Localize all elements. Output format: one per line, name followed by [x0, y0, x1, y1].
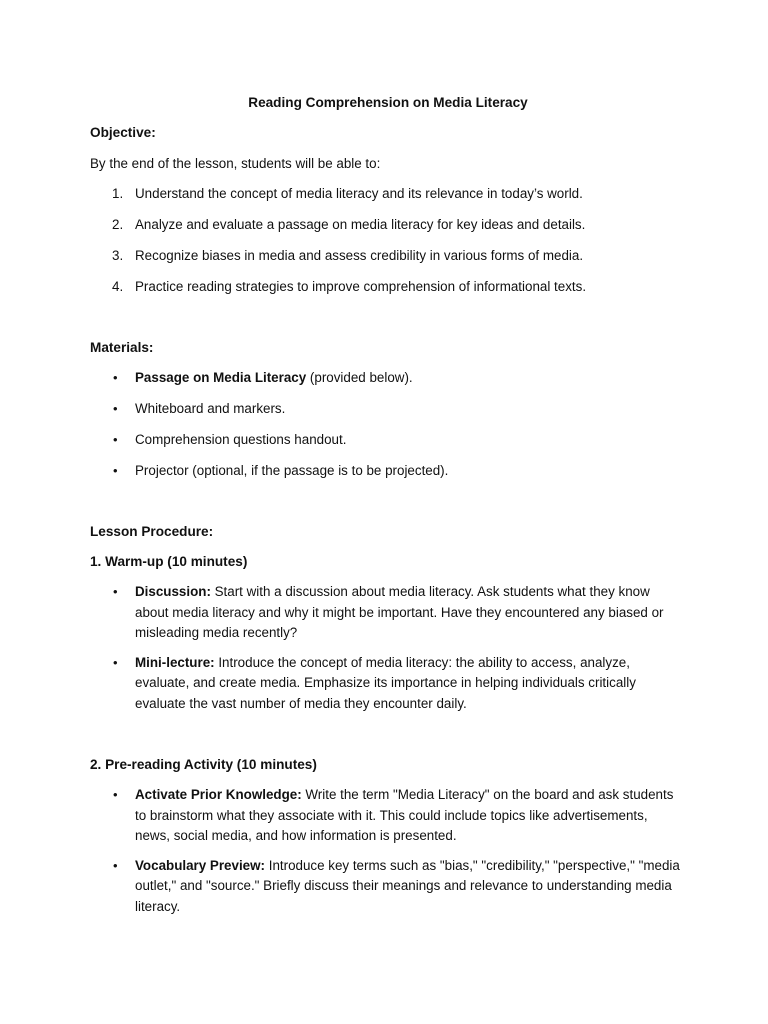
- document-title: Reading Comprehension on Media Literacy: [248, 95, 528, 110]
- warmup-list: [90, 582, 680, 714]
- materials-item-bold: Passage on Media Literacy: [135, 369, 307, 385]
- prereading-heading: 2. Pre-reading Activity (10 minutes): [90, 757, 317, 772]
- prereading-item: [90, 785, 680, 847]
- prereading-item-bold: Activate Prior Knowledge:: [135, 787, 302, 802]
- warmup-item-bold: Mini-lecture:: [135, 654, 215, 670]
- materials-item: [90, 368, 680, 389]
- warmup-item-bold: Discussion:: [135, 584, 211, 599]
- bullet: •: [113, 584, 118, 599]
- list-number: 3.: [112, 248, 124, 263]
- prereading-item: [90, 856, 680, 918]
- objective-item-text: Practice reading strategies to improve comprehension of informational texts.: [135, 279, 587, 294]
- prereading-item-text: Write the term "Media Literacy" on the board and ask students to brainstorm what they associate with it. This could include topics like advertisements, news, social media, and how information is presented.: [135, 787, 674, 843]
- materials-item-text: (provided below).: [306, 369, 413, 385]
- bullet: •: [113, 857, 118, 873]
- prereading-item-text: Introduce key terms such as "bias," "credibility," "perspective," "media outlet," and "source." Briefly discuss their meanings and relevance to understanding media literacy.: [135, 857, 680, 914]
- warmup-heading: 1. Warm-up (10 minutes): [90, 554, 248, 569]
- objective-item-text: Analyze and evaluate a passage on media literacy for key ideas and details.: [135, 217, 586, 232]
- warmup-item-text: Start with a discussion about media literacy. Ask students what they know about media literacy and why it might be important. Have they encountered any biased or misleading media recently?: [135, 584, 664, 640]
- objective-item-text: Understand the concept of media literacy and its relevance in today’s world.: [135, 186, 583, 201]
- bullet: •: [113, 431, 118, 447]
- objective-item: [90, 246, 680, 267]
- list-number: 2.: [112, 217, 124, 232]
- list-number: 4.: [112, 279, 124, 294]
- warmup-item-text: Introduce the concept of media literacy: the ability to access, analyze, evaluate, and create media. Emphasize its importance in helping individuals critically evaluate the vast number of media they encounter daily.: [135, 654, 636, 711]
- objective-item: [90, 215, 680, 236]
- bullet: •: [113, 462, 118, 478]
- objective-item-text: Recognize biases in media and assess credibility in various forms of media.: [135, 248, 584, 263]
- objective-list: [90, 184, 680, 298]
- objective-intro: By the end of the lesson, students will be able to:: [90, 156, 381, 171]
- warmup-item: [90, 582, 680, 644]
- objective-item: [90, 184, 680, 205]
- bullet: •: [113, 369, 118, 385]
- prereading-item-bold: Vocabulary Preview:: [135, 857, 265, 873]
- prereading-list: [90, 785, 680, 917]
- document-page: [90, 93, 680, 917]
- list-number: 1.: [112, 186, 124, 201]
- materials-list: [90, 368, 680, 482]
- materials-item: [90, 430, 680, 451]
- bullet: •: [113, 654, 118, 670]
- procedure-heading: Lesson Procedure:: [90, 524, 214, 539]
- materials-item: [90, 461, 680, 482]
- bullet: •: [113, 787, 118, 802]
- materials-item-text: Projector (optional, if the passage is to be projected).: [135, 462, 449, 478]
- warmup-item: [90, 653, 680, 715]
- bullet: •: [113, 400, 118, 416]
- materials-item-text: Whiteboard and markers.: [135, 400, 286, 416]
- objective-item: [90, 277, 680, 298]
- objective-heading: Objective:: [90, 125, 156, 140]
- materials-heading: Materials:: [90, 339, 154, 355]
- materials-item: [90, 399, 680, 420]
- materials-item-text: Comprehension questions handout.: [135, 431, 347, 447]
